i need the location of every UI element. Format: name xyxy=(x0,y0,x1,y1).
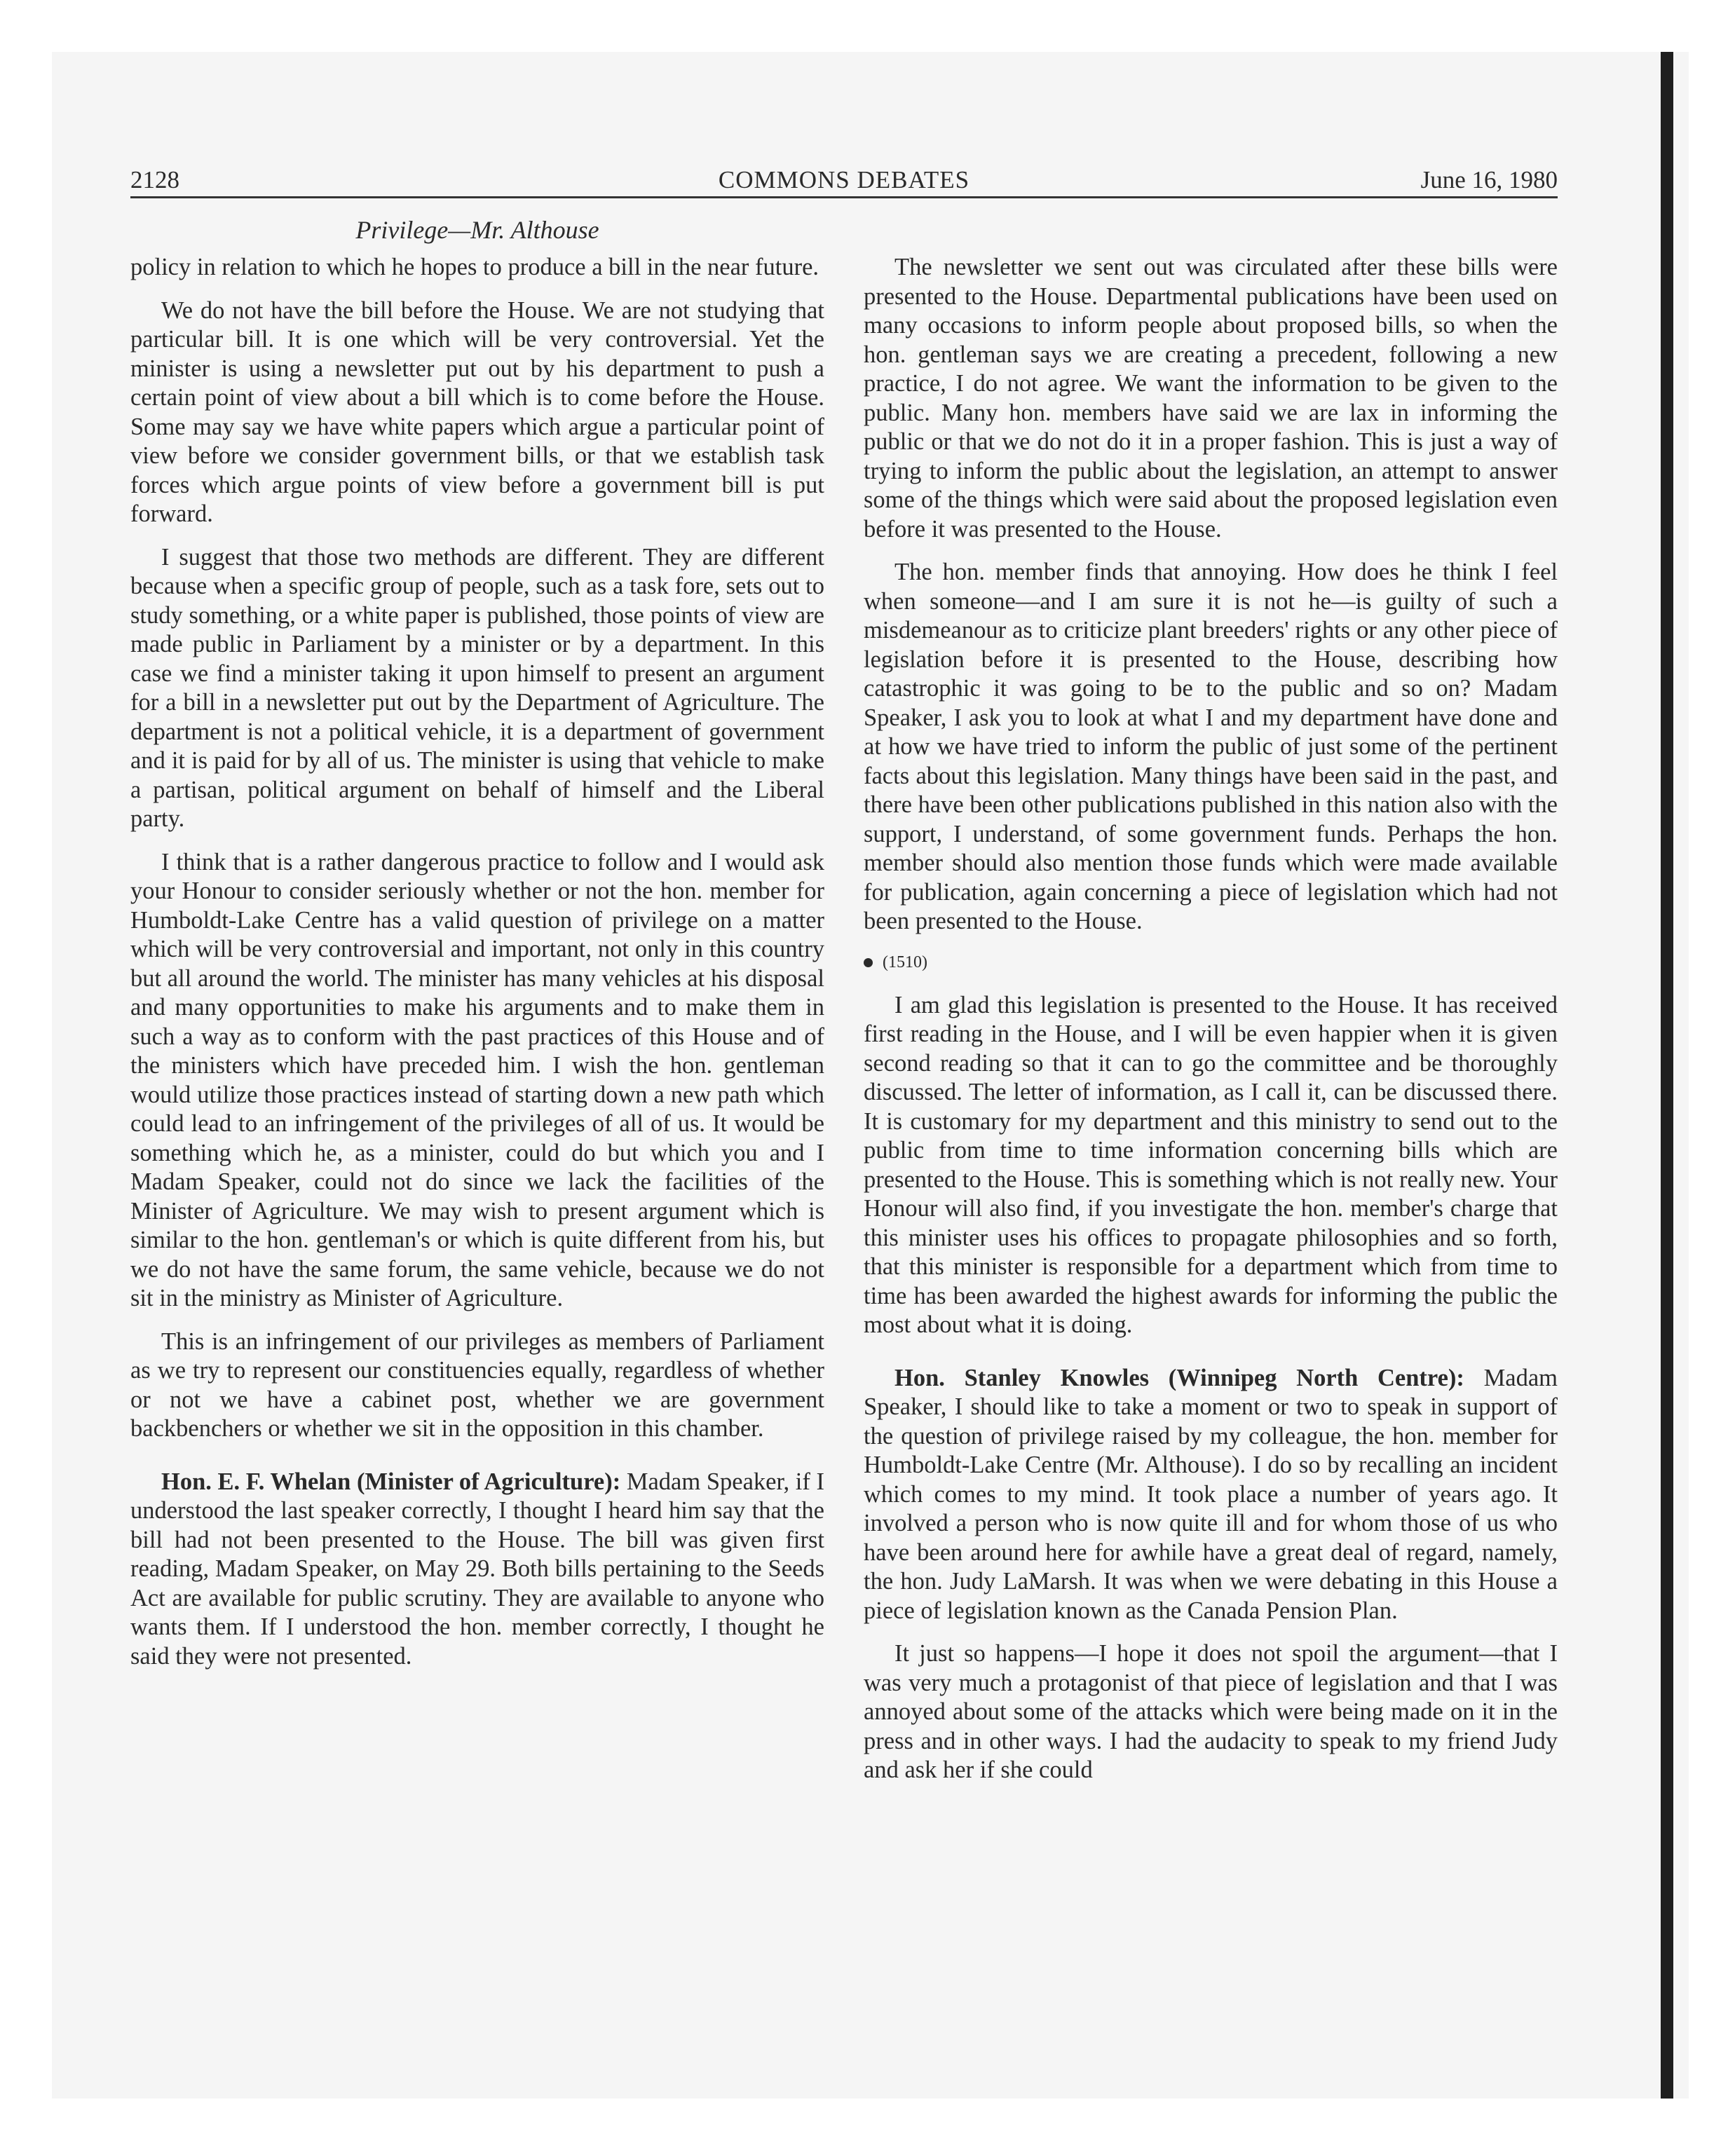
speech-text: Madam Speaker, if I understood the last speaker correctly, I thought I heard him say that the bill had not been presented to the House. The bill was given first reading, Madam Speaker, on May 29. Both bills pertaining to the Seeds Act are available for public scrutiny. They are available to anyone who wants them. If I understood the hon. member correctly, I thought he said they were not presented. xyxy=(130,1468,824,1670)
paragraph: The hon. member finds that annoying. How does he think I feel when someone—and I am sure it is not he—is guilty of such a misdemeanour as to criticize plant breeders' rights or any other piece of legislation before it is presented to the House, describing how catastrophic it was going to be to the public and so on? Madam Speaker, I ask you to look at what I and my department have done and at how we have tried to inform the public of just some of the pertinent facts about this legislation. Many things have been said in the past, and there have been other publications published in this nation also with the support, I understand, of some government funds. Perhaps the hon. member should also mention those funds which were made available for publication, again concerning a piece of legislation which had not been presented to the House. xyxy=(864,559,1558,934)
right-column xyxy=(864,253,1558,1785)
paragraph: This is an infringement of our privileges as members of Parliament as we try to represent our constituencies equally, regardless of whether or not we have a cabinet post, whether we are government backbenchers or whether we sit in the opposition in this chamber. xyxy=(130,1328,824,1442)
time-marker-text: (1510) xyxy=(883,953,927,971)
speech-paragraph xyxy=(130,1468,824,1672)
running-head: Privilege—Mr. Althouse xyxy=(355,216,599,244)
time-marker xyxy=(864,950,1558,974)
speech-text: Madam Speaker, I should like to take a moment or two to speak in support of the question of privilege raised by my colleague, the hon. member for Humboldt-Lake Centre (Mr. Althouse). I do so by recalling an incident which comes to my mind. It took place a number of years ago. It involved a person who is now quite ill and for whom those of us who have been around here for awhile have a great deal of regard, namely, the hon. Judy LaMarsh. It was when we were debating in this House a piece of legislation known as the Canada Pension Plan. xyxy=(864,1364,1558,1624)
page-number: 2128 xyxy=(130,166,179,193)
scan-edge-bar xyxy=(1661,52,1673,2099)
publication-date: June 16, 1980 xyxy=(1420,166,1558,193)
paragraph: I think that is a rather dangerous practice to follow and I would ask your Honour to consider seriously whether or not the hon. member for Humboldt-Lake Centre has a valid question of privilege on a matter which will be very controversial and important, not only in this country but all around the world. The minister has many vehicles at his disposal and many opportunities to make his arguments and to make them in such a way as to conform with the past practices of this House and of the ministers which have preceded him. I wish the hon. gentleman would utilize those practices instead of starting down a new path which could lead to an infringement of the privileges of all of us. It would be something which he, as a minister, could do but which you and I Madam Speaker, could not do since we lack the facilities of the Minister of Agriculture. We may wish to present argument which is similar to the hon. gentleman's or which is quite different from his, but we do not have the same forum, the same vehicle, because we do not sit in the ministry as Minister of Agriculture. xyxy=(130,848,824,1311)
speaker-name: Hon. E. F. Whelan (Minister of Agriculture): xyxy=(161,1468,621,1495)
bullet-icon xyxy=(864,958,873,967)
speech-paragraph xyxy=(864,1364,1558,1626)
paragraph: policy in relation to which he hopes to produce a bill in the near future. xyxy=(130,254,819,280)
paragraph: It just so happens—I hope it does not spoil the argument—that I was very much a protagonist of that piece of legislation and that I was annoyed about some of the attacks which were being made on it in the press and in other ways. I had the audacity to speak to my friend Judy and ask her if she could xyxy=(864,1640,1558,1783)
page-header xyxy=(130,164,1558,198)
paragraph: I am glad this legislation is presented to the House. It has received first reading in the House, and I will be even happier when it is given second reading so that it can to go the committee and be thoroughly discussed. The letter of information, as I call it, can be discussed there. It is customary for my department and this ministry to send out to the public from time to time information concerning bills which are presented to the House. This is something which is not really new. Your Honour will also find, if you investigate the hon. member's charge that this minister uses his offices to propagate philosophies and so forth, that this minister is responsible for a department which from time to time has been awarded the highest awards for informing the public the most about what it is doing. xyxy=(864,991,1558,1338)
paragraph: The newsletter we sent out was circulated after these bills were presented to the House. Departmental publications have been used on many occasions to inform people about proposed bills, so when the hon. gentleman says we are creating a precedent, following a new practice, I do not agree. We want the information to be given to the public. Many hon. members have said we are lax in informing the public or that we do not do it in a proper fashion. This is just a way of trying to inform the public about the legislation, an attempt to answer some of the things which were said about the proposed legislation even before it was presented to the House. xyxy=(864,254,1558,543)
paragraph: I suggest that those two methods are different. They are different because when a specific group of people, such as a task fore, sets out to study something, or a white paper is published, those points of view are made public in Parliament by a minister or by a department. In this case we find a minister taking it upon himself to present an argument for a bill in a newsletter put out by the Department of Agriculture. The department is not a political vehicle, it is a department of government and it is paid for by all of us. The minister is using that vehicle to make a partisan, political argument on behalf of himself and the Liberal party. xyxy=(130,543,824,832)
left-column xyxy=(130,253,824,1685)
speaker-name: Hon. Stanley Knowles (Winnipeg North Centre): xyxy=(894,1364,1464,1391)
paragraph: We do not have the bill before the House. We are not studying that particular bill. It is one which will be very controversial. Yet the minister is using a newsletter put out by his department to push a certain point of view about a bill which is to come before the House. Some may say we have white papers which argue a particular point of view before we consider government bills, or that we establish task forces which argue points of view before a government bill is put forward. xyxy=(130,296,824,527)
publication-title: COMMONS DEBATES xyxy=(718,166,970,193)
